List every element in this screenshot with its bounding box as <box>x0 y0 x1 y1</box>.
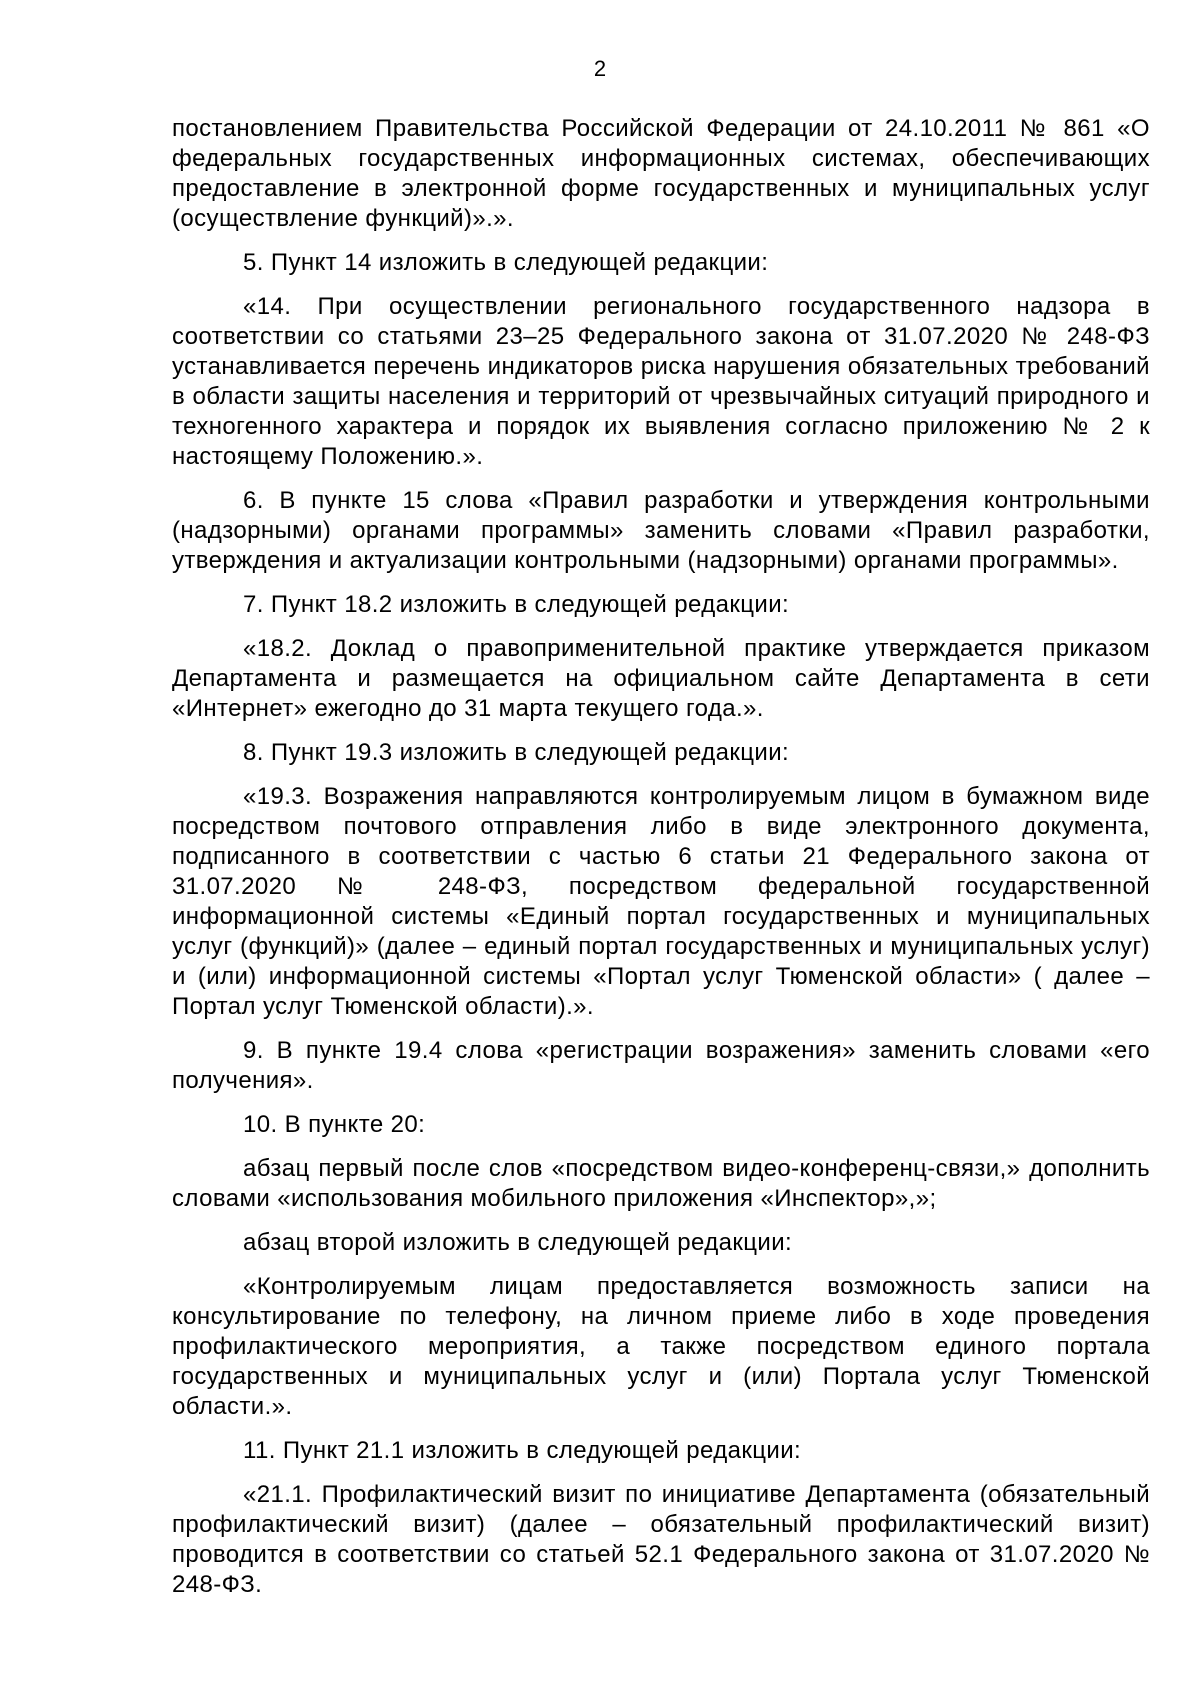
page-number: 2 <box>593 56 607 81</box>
paragraph-point-14-text: «14. При осуществлении регионального государственного надзора в соответствии со статьями 23–25 Федерального закона от 31.07.2020 № 248-ФЗ устанавливается перечень индикаторов риска нарушения обязательных требований в области защиты населения и территорий от чрезвычайных ситуаций природного и техногенного характера и порядок их выявления согласно приложению № 2 к настоящему Положению.». <box>172 293 1150 470</box>
paragraph-point-18-2-text: «18.2. Доклад о правоприменительной практике утверждается приказом Департамента и размещается на официальном сайте Департамента в сети «Интернет» ежегодно до 31 марта текущего года.». <box>172 635 1150 722</box>
paragraph-second-abzac-text: «Контролируемым лицам предоставляется возможность записи на консультирование по телефону, на личном приеме либо в ходе проведения профилактического мероприятия, а также посредством единого портала государственных и муниципальных услуг и (или) Портала услуг Тюменской области.». <box>172 1273 1150 1420</box>
paragraph-item-9: 9. В пункте 19.4 слова «регистрации возражения» заменить словами «его получения». <box>172 1037 1150 1094</box>
paragraph-item-10: 10. В пункте 20: <box>243 1111 426 1138</box>
paragraph-second-abzac: абзац второй изложить в следующей редакции: <box>243 1229 793 1256</box>
paragraph-item-8: 8. Пункт 19.3 изложить в следующей редакции: <box>243 739 790 766</box>
paragraph-first-abzac: абзац первый после слов «посредством видео-конференц-связи,» дополнить словами «использования мобильного приложения «Инспектор»,»; <box>172 1155 1150 1212</box>
paragraph-item-5: 5. Пункт 14 изложить в следующей редакции: <box>243 249 769 276</box>
paragraph-item-6: 6. В пункте 15 слова «Правил разработки и утверждения контрольными (надзорными) органами программы» заменить словами «Правил разработки, утверждения и актуализации контрольными (надзорными) органами программы». <box>172 487 1150 574</box>
paragraph-item-11: 11. Пункт 21.1 изложить в следующей редакции: <box>243 1437 802 1464</box>
paragraph-point-19-3-text: «19.3. Возражения направляются контролируемым лицом в бумажном виде посредством почтового отправления либо в виде электронного документа, подписанного в соответствии с частью 6 статьи 21 Федерального закона от 31.07.2020 № 248-ФЗ, посредством федеральной государственной информационной системы «Единый портал государственных и муниципальных услуг (функций)» (далее – единый портал государственных и муниципальных услуг) и (или) информационной системы «Портал услуг Тюменской области» ( далее – Портал услуг Тюменской области).». <box>172 783 1150 1020</box>
document-body <box>172 114 1150 1614</box>
paragraph-decree-reference: постановлением Правительства Российской Федерации от 24.10.2011 № 861 «О федеральных государственных информационных системах, обеспечивающих предоставление в электронной форме государственных и муниципальных услуг (осуществление функций)».». <box>172 115 1150 232</box>
paragraph-point-21-1-text: «21.1. Профилактический визит по инициативе Департамента (обязательный профилактический визит) (далее – обязательный профилактический визит) проводится в соответствии со статьей 52.1 Федерального закона от 31.07.2020 № 248-ФЗ. <box>172 1481 1150 1598</box>
paragraph-item-7: 7. Пункт 18.2 изложить в следующей редакции: <box>243 591 790 618</box>
